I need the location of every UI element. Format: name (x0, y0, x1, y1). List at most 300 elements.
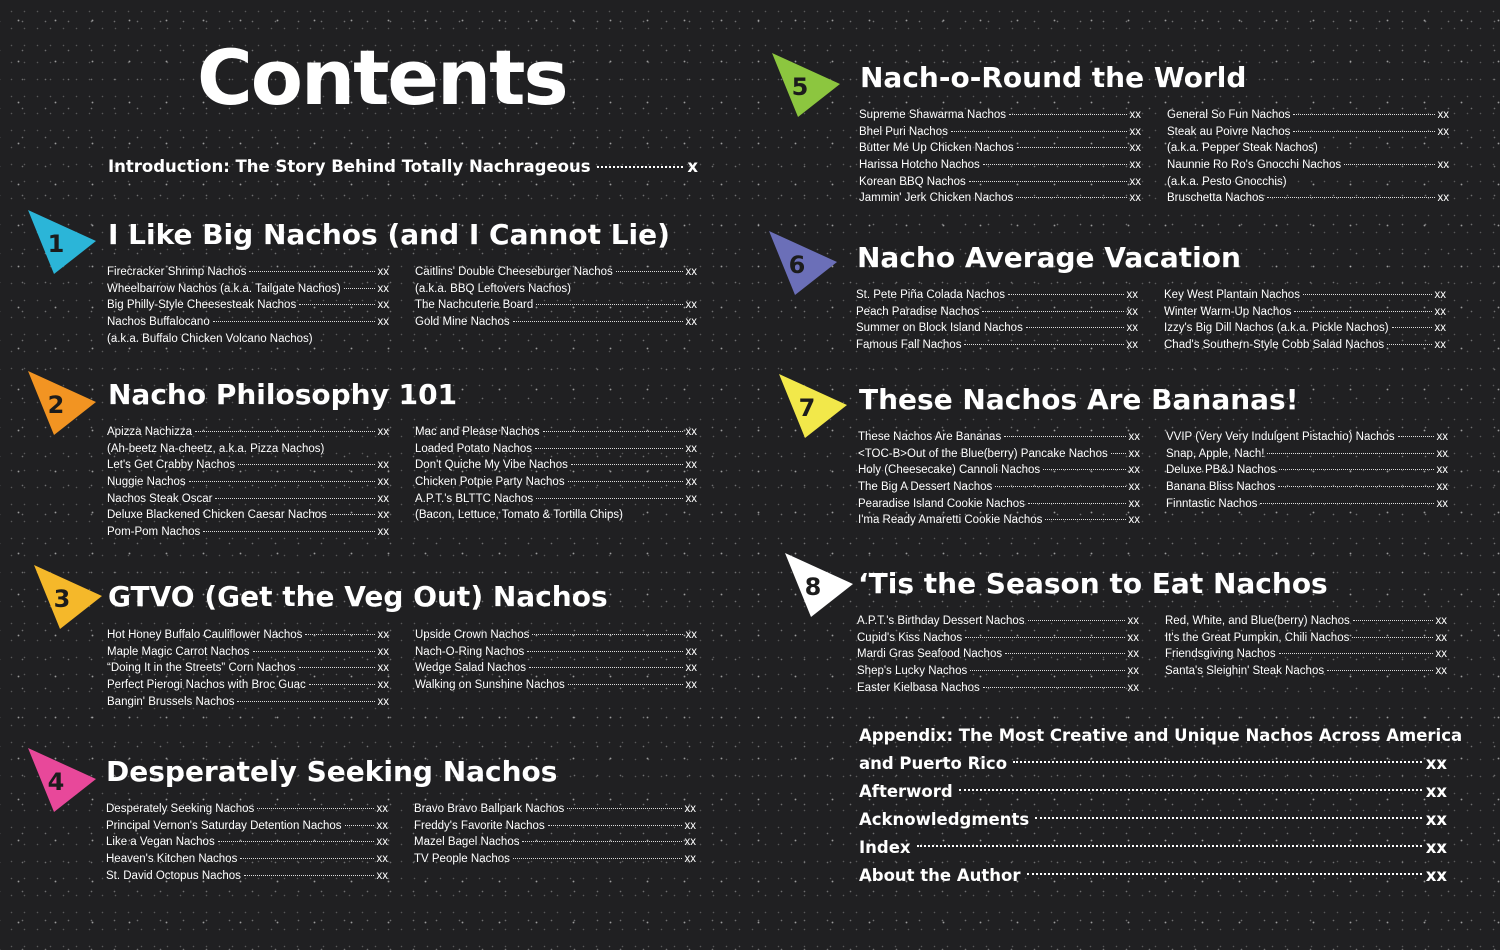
dot-leader (1387, 344, 1431, 345)
entry-title: Naunnie Ro Ro's Gnocchi Nachos (1167, 159, 1342, 172)
entry-page: xx (1127, 648, 1139, 661)
toc-entry[interactable] (107, 457, 389, 474)
chapter-number: 7 (798, 394, 816, 422)
dot-leader (1267, 197, 1434, 198)
toc-entry[interactable] (107, 507, 389, 524)
entry-title: Pom-Pom Nachos (107, 526, 201, 539)
entry-title: Nach-O-Ring Nachos (415, 645, 525, 658)
entry-title: Walking on Sunshine Nachos (415, 679, 565, 692)
chapter-title[interactable]: Desperately Seeking Nachos (106, 755, 558, 788)
entry-page: xx (1437, 125, 1449, 138)
dot-leader (527, 651, 682, 652)
chapter-column-left (856, 287, 1138, 354)
triangle-icon (28, 369, 96, 435)
entry-page: xx (685, 426, 697, 438)
chapter-column-right (1165, 613, 1447, 680)
intro-entry[interactable] (108, 157, 698, 176)
toc-entry[interactable] (106, 851, 388, 868)
entry-title: Supreme Shawarma Nachos (859, 109, 1007, 121)
entry-title: Afterword (859, 782, 953, 801)
dot-leader (536, 498, 682, 499)
entry-title: Principal Vernon's Saturday Detention Nachos (106, 819, 342, 832)
toc-entry[interactable] (107, 281, 389, 298)
toc-entry[interactable] (415, 457, 697, 474)
toc-entry[interactable] (859, 124, 1141, 141)
entry-page: xx (377, 459, 389, 472)
entry-title: Desperately Seeking Nachos (106, 803, 255, 815)
entry-title: Famous Fall Nachos (856, 339, 962, 352)
toc-entry[interactable] (415, 281, 697, 298)
entry-title: Butter Me Up Chicken Nachos (859, 142, 1014, 155)
entry-title: Like a Vegan Nachos (106, 836, 215, 849)
entry-title: Holy (Cheesecake) Cannoli Nachos (858, 464, 1041, 477)
chapter-title[interactable]: Nacho Philosophy 101 (108, 378, 458, 411)
toc-entry[interactable] (415, 474, 697, 491)
toc-entry[interactable] (415, 314, 697, 331)
entry-page: xx (1128, 497, 1140, 510)
entry-page: xx (1129, 142, 1141, 155)
dot-leader (1045, 519, 1125, 520)
entry-title: These Nachos Are Bananas (858, 431, 1002, 443)
entry-title: St. David Octopus Nachos (106, 869, 241, 882)
dot-leader (1303, 294, 1432, 295)
entry-title: Peach Paradise Nachos (856, 305, 980, 318)
entry-page: xx (1434, 339, 1446, 352)
entry-page: xx (1126, 289, 1138, 301)
entry-page: xx (377, 679, 389, 692)
entry-title: Caitlins' Double Cheeseburger Nachos (415, 266, 613, 278)
dot-leader (249, 271, 374, 272)
toc-entry[interactable] (107, 524, 389, 541)
dot-leader (995, 486, 1125, 487)
entry-page: xx (376, 819, 388, 832)
dot-leader (548, 825, 682, 826)
toc-entry[interactable] (107, 297, 389, 314)
chapter-column-right (415, 264, 697, 331)
dot-leader (965, 637, 1124, 638)
page-title: Contents (197, 33, 567, 122)
chapter-title[interactable]: Nacho Average Vacation (857, 241, 1241, 274)
entry-title: (a.k.a. Buffalo Chicken Volcano Nachos) (107, 332, 313, 345)
entry-page: xx (377, 299, 389, 312)
dot-leader (951, 131, 1127, 132)
dot-leader (917, 845, 1422, 847)
entry-title: Easter Kielbasa Nachos (857, 681, 980, 694)
dot-leader (536, 304, 682, 305)
chapter-title[interactable]: GTVO (Get the Veg Out) Nachos (108, 580, 608, 613)
dot-leader (218, 841, 374, 842)
toc-entry[interactable] (858, 446, 1140, 463)
entry-page: xx (377, 645, 389, 658)
toc-entry[interactable] (859, 190, 1141, 207)
toc-entry[interactable] (415, 441, 697, 458)
chapter-number-badge (779, 372, 847, 438)
dot-leader (983, 687, 1125, 688)
entry-title: (a.k.a. Pesto Gnocchis) (1167, 175, 1287, 188)
toc-entry[interactable] (415, 660, 697, 677)
triangle-icon (779, 372, 847, 438)
entry-title: Snap, Apple, Nach! (1166, 447, 1265, 460)
toc-entry[interactable] (1167, 190, 1449, 207)
toc-entry[interactable] (1165, 646, 1447, 663)
entry-page: xx (1425, 782, 1447, 801)
chapter-column-right (414, 801, 696, 868)
dot-leader (513, 321, 683, 322)
entry-title: A.P.T.'s BLTTC Nachos (415, 492, 534, 505)
entry-page: xx (685, 442, 697, 455)
chapter-title[interactable]: I Like Big Nachos (and I Cannot Lie) (108, 218, 670, 251)
dot-leader (568, 481, 683, 482)
entry-title: Upside Crown Nachos (415, 629, 530, 641)
dot-leader (299, 304, 374, 305)
chapter-number-badge (28, 746, 96, 812)
dot-leader (1004, 436, 1125, 437)
toc-entry[interactable] (107, 264, 389, 281)
entry-page: xx (1425, 838, 1447, 857)
entry-title: Pearadise Island Cookie Nachos (858, 497, 1025, 510)
toc-entry[interactable] (107, 694, 389, 711)
dot-leader (1352, 637, 1432, 638)
toc-entry[interactable] (107, 644, 389, 661)
back-matter (859, 722, 1463, 890)
toc-entry[interactable] (107, 314, 389, 331)
toc-entry[interactable] (414, 834, 696, 851)
entry-page: xx (1128, 464, 1140, 477)
chapter-column-left (107, 424, 389, 541)
dot-leader (1009, 114, 1126, 115)
entry-page: xx (1435, 648, 1447, 661)
entry-page: xx (1436, 497, 1448, 510)
dot-leader (1017, 147, 1127, 148)
entry-page: xx (1436, 481, 1448, 494)
dot-leader (1344, 164, 1434, 165)
entry-page: xx (1127, 681, 1139, 694)
chapter-title[interactable]: Nach-o-Round the World (860, 61, 1247, 94)
toc-entry[interactable] (1166, 429, 1448, 446)
toc-entry[interactable] (107, 474, 389, 491)
entry-title: TV People Nachos (414, 853, 510, 866)
dot-leader (238, 464, 374, 465)
entry-title: Nachos Buffalocano (107, 316, 210, 329)
toc-entry[interactable] (106, 868, 388, 885)
entry-page: xx (377, 526, 389, 539)
dot-leader (240, 858, 373, 859)
entry-title: Wedge Salad Nachos (415, 662, 527, 675)
entry-page: xx (377, 282, 389, 295)
chapter-column-left (107, 264, 389, 347)
toc-entry[interactable] (415, 507, 697, 524)
toc-entry[interactable] (856, 320, 1138, 337)
toc-entry[interactable] (856, 287, 1138, 304)
entry-title: Apizza Nachizza (107, 426, 193, 438)
chapter-number: 1 (47, 230, 65, 258)
toc-entry[interactable] (1164, 287, 1446, 304)
toc-entry[interactable] (1166, 462, 1448, 479)
entry-title: Acknowledgments (859, 810, 1030, 829)
back-matter-entry[interactable] (859, 722, 1463, 750)
toc-entry[interactable] (107, 677, 389, 694)
triangle-icon (28, 208, 96, 274)
toc-entry[interactable] (1166, 496, 1448, 513)
toc-entry[interactable] (1167, 124, 1449, 141)
dot-leader (1260, 503, 1433, 504)
toc-entry[interactable] (415, 627, 697, 644)
entry-page: xx (685, 266, 697, 278)
entry-page: xx (377, 476, 389, 489)
entry-page: xx (1126, 322, 1138, 335)
toc-entry[interactable] (107, 660, 389, 677)
toc-entry[interactable] (1164, 320, 1446, 337)
entry-title: Big Philly-Style Cheesesteak Nachos (107, 299, 297, 312)
entry-page: xx (685, 645, 697, 658)
entry-title: Friendsgiving Nachos (1165, 648, 1276, 661)
chapter-number-badge (28, 208, 96, 274)
entry-title: Korean BBQ Nachos (859, 175, 966, 188)
dot-leader (567, 808, 681, 809)
dot-leader (959, 789, 1422, 791)
entry-title: Chad's Southern-Style Cobb Salad Nachos (1164, 339, 1385, 352)
entry-page: xx (685, 679, 697, 692)
entry-page: xx (1128, 481, 1140, 494)
entry-page: xx (377, 426, 389, 438)
entry-title: Loaded Potato Nachos (415, 442, 533, 455)
entry-title: Chicken Potpie Party Nachos (415, 476, 565, 489)
entry-title: Firecracker Shrimp Nachos (107, 266, 247, 278)
entry-title: Bravo Bravo Ballpark Nachos (414, 803, 565, 815)
toc-entry[interactable] (857, 630, 1139, 647)
entry-title: and Puerto Rico (859, 754, 1008, 773)
toc-entry[interactable] (1166, 479, 1448, 496)
toc-entry[interactable] (858, 479, 1140, 496)
dot-leader (330, 514, 375, 515)
toc-entry[interactable] (1166, 446, 1448, 463)
entry-title: Steak au Poivre Nachos (1167, 125, 1291, 138)
dot-leader (1111, 453, 1126, 454)
toc-entry[interactable] (414, 851, 696, 868)
toc-entry[interactable] (859, 107, 1141, 124)
dot-leader (1267, 453, 1433, 454)
entry-page: xx (1434, 305, 1446, 318)
entry-page: xx (1437, 109, 1449, 121)
back-matter-entry[interactable] (859, 778, 1447, 806)
entry-page: xx (1127, 665, 1139, 678)
dot-leader (1008, 294, 1124, 295)
toc-entry[interactable] (859, 174, 1141, 191)
entry-page: xx (1434, 289, 1446, 301)
entry-page: xx (1129, 159, 1141, 172)
dot-leader (1294, 311, 1431, 312)
toc-entry[interactable] (415, 677, 697, 694)
dot-leader (983, 164, 1127, 165)
toc-entry[interactable] (857, 680, 1139, 697)
dot-leader (1013, 761, 1422, 763)
entry-title: Banana Bliss Nachos (1166, 481, 1276, 494)
toc-entry[interactable] (107, 627, 389, 644)
toc-entry[interactable] (1165, 663, 1447, 680)
dot-leader (522, 841, 681, 842)
entry-page: xx (685, 459, 697, 472)
entry-page: xx (377, 509, 389, 522)
dot-leader (1026, 327, 1124, 328)
dot-leader (1016, 197, 1126, 198)
entry-title: Nuggie Nachos (107, 476, 186, 489)
entry-title: Perfect Pierogi Nachos with Broc Guac (107, 679, 306, 692)
entry-page: xx (1129, 125, 1141, 138)
toc-entry[interactable] (415, 264, 697, 281)
toc-entry[interactable] (414, 801, 696, 818)
chapter-number: 4 (47, 768, 65, 796)
dot-leader (237, 701, 374, 702)
entry-title: Bruschetta Nachos (1167, 192, 1265, 205)
entry-title: Cupid's Kiss Nachos (857, 631, 963, 644)
entry-title: The Nachcuterie Board (415, 299, 534, 312)
dot-leader (299, 667, 375, 668)
dot-leader (571, 464, 683, 465)
entry-page: xx (1127, 615, 1139, 627)
toc-entry[interactable] (415, 644, 697, 661)
entry-page: xx (1437, 192, 1449, 205)
dot-leader (568, 684, 683, 685)
chapter-column-right (415, 424, 697, 524)
triangle-icon (28, 746, 96, 812)
toc-entry[interactable] (859, 140, 1141, 157)
toc-entry[interactable] (1165, 613, 1447, 630)
toc-entry[interactable] (1167, 140, 1449, 157)
toc-entry[interactable] (856, 304, 1138, 321)
entry-page: xx (685, 492, 697, 505)
entry-page: xx (1425, 866, 1447, 885)
back-matter-entry[interactable] (859, 862, 1447, 890)
toc-entry[interactable] (107, 424, 389, 441)
entry-page: xx (684, 853, 696, 866)
chapter-number: 5 (791, 73, 809, 101)
entry-page: xx (1127, 631, 1139, 644)
entry-page: xx (376, 869, 388, 882)
toc-entry[interactable] (1164, 304, 1446, 321)
toc-entry[interactable] (1167, 107, 1449, 124)
triangle-icon (772, 51, 840, 117)
entry-title: “Doing It in the Streets” Corn Nachos (107, 662, 296, 675)
dot-leader (345, 825, 374, 826)
toc-entry[interactable] (106, 818, 388, 835)
toc-entry[interactable] (857, 613, 1139, 630)
entry-page: xx (377, 662, 389, 675)
back-matter-entry[interactable] (859, 806, 1447, 834)
chapter-number: 8 (804, 573, 822, 601)
toc-entry[interactable] (106, 801, 388, 818)
entry-title: Deluxe Blackened Chicken Caesar Nachos (107, 509, 327, 522)
entry-title: Shep's Lucky Nachos (857, 665, 968, 678)
toc-entry[interactable] (414, 818, 696, 835)
entry-title: Finntastic Nachos (1166, 497, 1258, 510)
toc-entry[interactable] (858, 462, 1140, 479)
entry-page: xx (1436, 464, 1448, 477)
toc-entry[interactable] (1167, 157, 1449, 174)
dot-leader (1028, 503, 1126, 504)
dot-leader (305, 634, 374, 635)
entry-page: xx (1126, 305, 1138, 318)
entry-page: xx (685, 316, 697, 329)
entry-page: xx (1128, 431, 1140, 443)
entry-title: St. Pete Piña Colada Nachos (856, 289, 1005, 301)
entry-page: xx (377, 695, 389, 708)
dot-leader (1027, 873, 1422, 875)
dot-leader (543, 431, 683, 432)
toc-entry[interactable] (107, 491, 389, 508)
entry-title: A.P.T.'s Birthday Dessert Nachos (857, 615, 1025, 627)
intro-page: x (687, 157, 698, 176)
toc-entry[interactable] (415, 491, 697, 508)
toc-entry[interactable] (857, 646, 1139, 663)
entry-page: xx (1129, 109, 1141, 121)
toc-entry[interactable] (106, 834, 388, 851)
toc-entry[interactable] (858, 496, 1140, 513)
entry-page: xx (377, 266, 389, 278)
entry-page: xx (1425, 810, 1447, 829)
dot-leader (1005, 653, 1124, 654)
entry-title: <TOC-B>Out of the Blue(berry) Pancake Nachos (858, 447, 1108, 460)
entry-title: Gold Mine Nachos (415, 316, 510, 329)
chapter-column-right (1166, 429, 1448, 512)
toc-entry[interactable] (859, 157, 1141, 174)
toc-entry[interactable] (1164, 337, 1446, 354)
dot-leader (1035, 817, 1422, 819)
entry-page: xx (1436, 447, 1448, 460)
entry-page: xx (1436, 431, 1448, 443)
toc-entry[interactable] (1167, 174, 1449, 191)
toc-entry[interactable] (107, 331, 389, 348)
dot-leader (970, 670, 1124, 671)
toc-entry[interactable] (415, 297, 697, 314)
toc-entry[interactable] (858, 512, 1140, 529)
back-matter-entry[interactable] (859, 750, 1447, 778)
dot-leader (213, 321, 375, 322)
toc-entry[interactable] (856, 337, 1138, 354)
chapter-number-badge (772, 51, 840, 117)
entry-page: xx (1434, 322, 1446, 335)
entry-page: xx (1435, 665, 1447, 678)
entry-title: Mardi Gras Seafood Nachos (857, 648, 1003, 661)
entry-page: xx (684, 803, 696, 815)
entry-title: Jammin' Jerk Chicken Nachos (859, 192, 1014, 205)
entry-page: xx (685, 299, 697, 312)
chapter-column-left (859, 107, 1141, 207)
dot-leader (1293, 114, 1434, 115)
entry-page: xx (1128, 447, 1140, 460)
entry-title: Mazel Bagel Nachos (414, 836, 520, 849)
toc-entry[interactable] (857, 663, 1139, 680)
toc-entry[interactable] (1165, 630, 1447, 647)
dot-leader (1279, 653, 1433, 654)
chapter-column-right (1167, 107, 1449, 207)
toc-entry[interactable] (107, 441, 389, 458)
entry-title: Summer on Block Island Nachos (856, 322, 1023, 335)
dot-leader (964, 344, 1123, 345)
toc-entry[interactable] (858, 429, 1140, 446)
entry-title: Harissa Hotcho Nachos (859, 159, 980, 172)
entry-title: General So Fun Nachos (1167, 109, 1291, 121)
toc-entry[interactable] (415, 424, 697, 441)
entry-page: xx (685, 476, 697, 489)
entry-title: Bangin' Brussels Nachos (107, 695, 235, 708)
chapter-title[interactable]: ‘Tis the Season to Eat Nachos (858, 567, 1328, 600)
entry-title: Index (859, 838, 911, 857)
chapter-title[interactable]: These Nachos Are Bananas! (859, 383, 1299, 416)
entry-page: xx (684, 819, 696, 832)
back-matter-entry[interactable] (859, 834, 1447, 862)
dot-leader (1293, 131, 1434, 132)
entry-page: xx (685, 662, 697, 675)
